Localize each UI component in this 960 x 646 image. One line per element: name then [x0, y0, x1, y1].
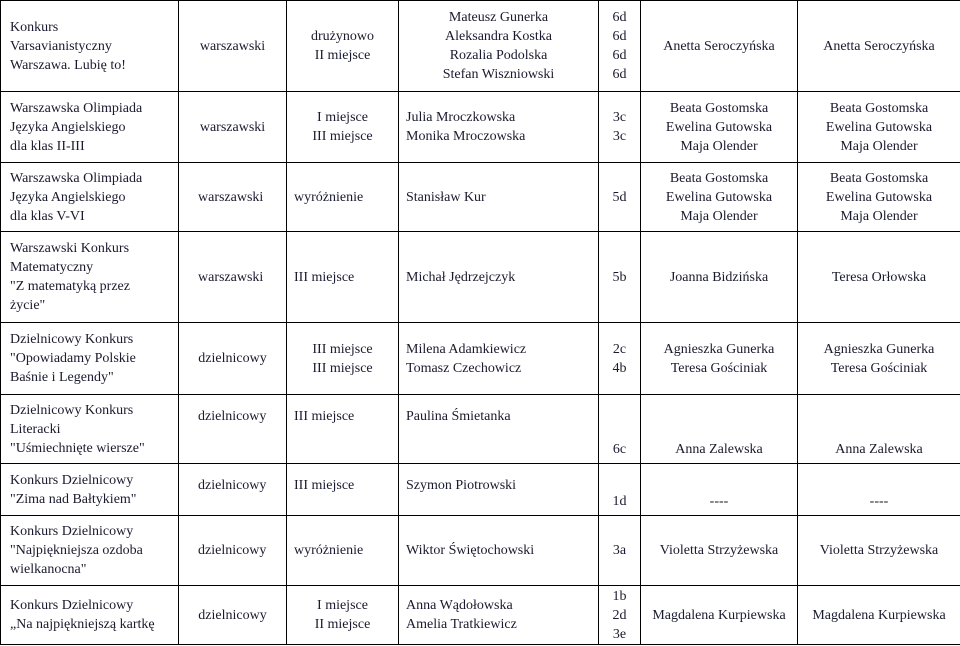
competition-name-cell: Warszawski Konkurs Matematyczny "Z matematyką przez życie": [1, 232, 179, 323]
class-cell: 6c: [599, 395, 641, 464]
supervisor-cell: Anetta Seroczyńska: [798, 1, 960, 92]
supervisor-cell: Magdalena Kurpiewska: [798, 586, 960, 645]
class-cell: 3a: [599, 516, 641, 586]
level-cell: dzielnicowy: [179, 464, 287, 516]
table-row: [1, 92, 960, 163]
pupils-cell: Stanisław Kur: [399, 163, 599, 232]
teacher-cell: Anna Zalewska: [641, 395, 798, 464]
table-row: [1, 323, 960, 395]
pupils-cell: Mateusz Gunerka Aleksandra Kostka Rozalia Podolska Stefan Wiszniowski: [399, 1, 599, 92]
supervisor-cell: ----: [798, 464, 960, 516]
class-cell: 1d: [599, 464, 641, 516]
class-cell: 5d: [599, 163, 641, 232]
competition-name-cell: Konkurs Dzielnicowy "Najpiękniejsza ozdoba wielkanocna": [1, 516, 179, 586]
pupils-cell: Milena Adamkiewicz Tomasz Czechowicz: [399, 323, 599, 395]
level-cell: warszawski: [179, 163, 287, 232]
result-cell: III miejsce III miejsce: [287, 323, 399, 395]
competition-name-cell: Warszawska Olimpiada Języka Angielskiego dla klas V-VI: [1, 163, 179, 232]
table-row: [1, 232, 960, 323]
competition-name-cell: Dzielnicowy Konkurs Literacki "Uśmiechnięte wiersze": [1, 395, 179, 464]
level-cell: dzielnicowy: [179, 323, 287, 395]
teacher-cell: Beata Gostomska Ewelina Gutowska Maja Olender: [641, 163, 798, 232]
result-cell: III miejsce: [287, 232, 399, 323]
teacher-cell: Agnieszka Gunerka Teresa Gościniak: [641, 323, 798, 395]
class-cell: 5b: [599, 232, 641, 323]
supervisor-cell: Beata Gostomska Ewelina Gutowska Maja Olender: [798, 92, 960, 163]
supervisor-cell: Violetta Strzyżewska: [798, 516, 960, 586]
result-cell: wyróżnienie: [287, 163, 399, 232]
teacher-cell: Anetta Seroczyńska: [641, 1, 798, 92]
results-table-body: [1, 1, 960, 645]
competition-name-cell: Dzielnicowy Konkurs "Opowiadamy Polskie Baśnie i Legendy": [1, 323, 179, 395]
pupils-cell: Wiktor Świętochowski: [399, 516, 599, 586]
result-cell: drużynowo II miejsce: [287, 1, 399, 92]
table-row: [1, 395, 960, 464]
supervisor-cell: Anna Zalewska: [798, 395, 960, 464]
competition-name-cell: Konkurs Dzielnicowy "Zima nad Bałtykiem": [1, 464, 179, 516]
level-cell: warszawski: [179, 92, 287, 163]
level-cell: dzielnicowy: [179, 395, 287, 464]
level-cell: dzielnicowy: [179, 516, 287, 586]
competition-name-cell: Konkurs Dzielnicowy „Na najpiękniejszą kartkę: [1, 586, 179, 645]
table-row: [1, 586, 960, 645]
pupils-cell: Michał Jędrzejczyk: [399, 232, 599, 323]
class-cell: 6d 6d 6d 6d: [599, 1, 641, 92]
result-cell: wyróżnienie: [287, 516, 399, 586]
table-row: [1, 163, 960, 232]
class-cell: 2c 4b: [599, 323, 641, 395]
class-cell: 1b 2d 3e: [599, 586, 641, 645]
teacher-cell: Joanna Bidzińska: [641, 232, 798, 323]
result-cell: III miejsce: [287, 395, 399, 464]
result-cell: I miejsce III miejsce: [287, 92, 399, 163]
class-cell: 3c 3c: [599, 92, 641, 163]
teacher-cell: Beata Gostomska Ewelina Gutowska Maja Olender: [641, 92, 798, 163]
pupils-cell: Paulina Śmietanka: [399, 395, 599, 464]
result-cell: III miejsce: [287, 464, 399, 516]
teacher-cell: Magdalena Kurpiewska: [641, 586, 798, 645]
teacher-cell: Violetta Strzyżewska: [641, 516, 798, 586]
supervisor-cell: Agnieszka Gunerka Teresa Gościniak: [798, 323, 960, 395]
table-row: [1, 1, 960, 92]
pupils-cell: Szymon Piotrowski: [399, 464, 599, 516]
supervisor-cell: Beata Gostomska Ewelina Gutowska Maja Olender: [798, 163, 960, 232]
level-cell: dzielnicowy: [179, 586, 287, 645]
table-row: [1, 516, 960, 586]
result-cell: I miejsce II miejsce: [287, 586, 399, 645]
pupils-cell: Anna Wądołowska Amelia Tratkiewicz: [399, 586, 599, 645]
table-row: [1, 464, 960, 516]
level-cell: warszawski: [179, 232, 287, 323]
pupils-cell: Julia Mroczkowska Monika Mroczowska: [399, 92, 599, 163]
level-cell: warszawski: [179, 1, 287, 92]
competition-name-cell: Konkurs Varsavianistyczny Warszawa. Lubię to!: [1, 1, 179, 92]
competition-name-cell: Warszawska Olimpiada Języka Angielskiego dla klas II-III: [1, 92, 179, 163]
teacher-cell: ----: [641, 464, 798, 516]
supervisor-cell: Teresa Orłowska: [798, 232, 960, 323]
